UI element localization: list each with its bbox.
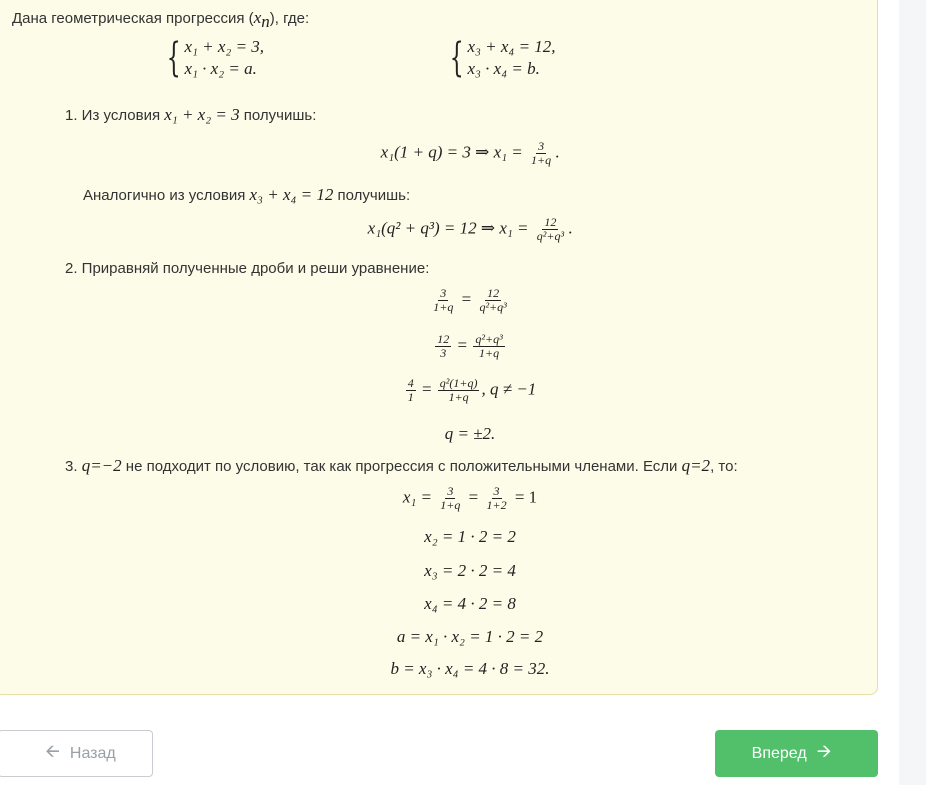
fraction: $\frac{3}{1+q}$ xyxy=(531,139,552,167)
back-button[interactable]: 🡨 Назад xyxy=(0,730,153,777)
step-1-text: 1. Из условия x₁ + x₂ = 3 получишь: xyxy=(65,105,317,124)
fraction: $\frac{12}{\text{q²+q³}}$ xyxy=(536,215,565,243)
step-3-text: 3. q=−2 не подходит по условию, так как прогрессия с положительными членами. Если q=2, то: xyxy=(65,456,738,475)
step-2-line-4: q = ±2. xyxy=(444,424,496,443)
step-2-line-2: $\frac{12}{3}$ = $\frac{\text{q²+q³}}{1+q}$ xyxy=(437,332,503,360)
step-3-result-2: x₂ = 1 · 2 = 2 xyxy=(424,527,516,546)
system-1: { x₁ + x₂ = 3, x₁ · x₂ = a. xyxy=(166,35,265,81)
next-button[interactable]: Вперед 🡪 xyxy=(715,730,878,777)
step-3-result-3: x₃ = 2 · 2 = 4 xyxy=(424,561,516,580)
step-1-equation: x₁(1 + q) = 3 ⇒ x₁ = $\frac{3}{1+q}$ . xyxy=(380,139,560,167)
system-2: { x₃ + x₄ = 12, x₃ · x₄ = b. xyxy=(449,35,556,81)
step-2-line-3: $\frac{4}{1}$ = $\frac{\text{q²(1+q)}}{1+q}$ , q ≠ −1 xyxy=(407,376,537,404)
step-3-result-6: b = x₃ · x₄ = 4 · 8 = 32. xyxy=(390,659,550,678)
step-1-equation-2: x₁(q² + q³) = 12 ⇒ x₁ = $\frac{12}{\text{q²+q³}}$ . xyxy=(367,215,573,243)
brace-icon: { xyxy=(166,35,181,81)
brace-icon: { xyxy=(449,35,464,81)
step-3-result-4: x₄ = 4 · 2 = 8 xyxy=(424,594,516,613)
intro-text: Дана геометрическая прогрессия $(x_n)$, где: xyxy=(12,8,310,31)
step-1-analog-text: Аналогично из условия x₃ + x₄ = 12 получишь: xyxy=(83,185,411,204)
step-2-text: 2. Приравняй полученные дроби и реши уравнение: xyxy=(65,260,430,277)
arrow-right-icon: 🡪 xyxy=(816,740,832,761)
step-2-line-1: $\frac{3}{1+q}$ = $\frac{12}{\text{q²+q³}}$ xyxy=(433,286,507,314)
step-3-result-5: a = x₁ · x₂ = 1 · 2 = 2 xyxy=(396,627,544,646)
arrow-left-icon: 🡨 xyxy=(45,740,60,761)
intro-var: x xyxy=(253,8,262,27)
step-3-result-1: x₁ = $\frac{3}{1+q}$ = $\frac{3}{1+2}$ = 1 xyxy=(402,484,538,512)
